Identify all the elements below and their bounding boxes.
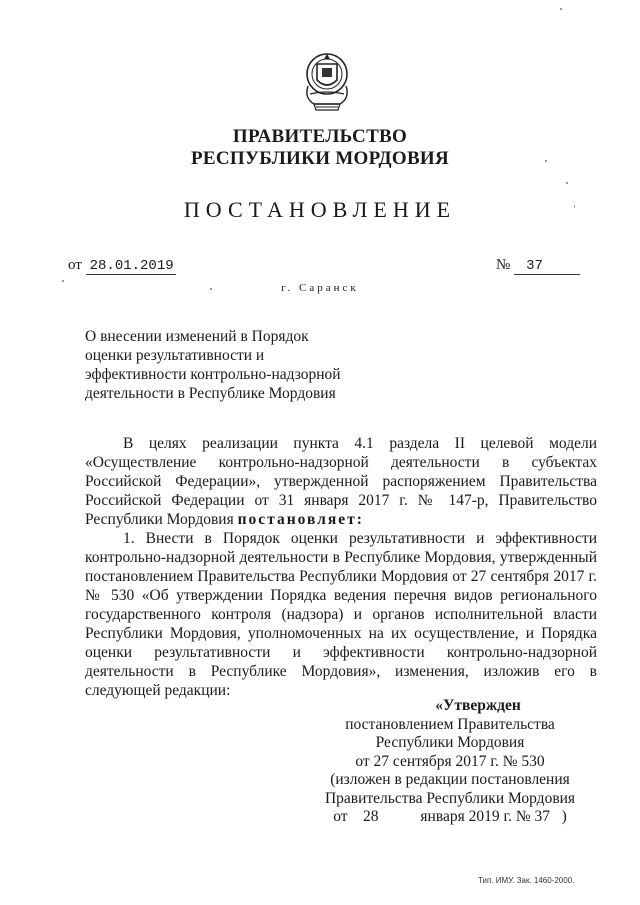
approval-date-line (300, 808, 600, 827)
approval-stamp (300, 697, 600, 827)
preamble-text: В целях реализации пункта 4.1 раздела II целевой модели «Осуществление контрольно-надзорной деятельности в субъектах Российской Федерации», утвержденной распоряжением Правительства Российской Федерации от 31 января 2017 г. № 147-р, Правительство Республики Мордовия (85, 435, 597, 528)
government-title: ПРАВИТЕЛЬСТВО (232, 126, 408, 147)
approval-date-rest: января 2019 г. № (420, 808, 531, 825)
approval-line: постановлением Правительства (345, 715, 555, 733)
scan-speck (574, 205, 575, 208)
subject-line: эффективности контрольно-надзорной (85, 366, 341, 383)
scan-speck (62, 280, 64, 282)
subject-line: деятельности в Республике Мордовия (85, 385, 336, 402)
document-number: 37 (514, 258, 580, 275)
scan-speck (545, 160, 547, 162)
approval-line: Республики Мордовия (375, 734, 525, 751)
item-1-paragraph: 1. Внести в Порядок оценки результативности и эффективности контрольно-надзорной деятельности в Республике Мордовия, утвержденный постановлением Правительства Республики Мордовия от 27 сентября 2017 г. № 530 «Об утверждении Порядка ведения перечня видов регионального государственного контроля (надзора) и органов исполнительной власти Республики Мордовия, уполномоченных на их осуществление, и Порядка оценки результативности и эффективности контрольно-надзорной деятельности в Республике Мордовия», изменения, изложив его в следующей редакции: (85, 530, 597, 699)
republic-title: РЕСПУБЛИКИ МОРДОВИЯ (190, 148, 450, 169)
scan-speck (560, 8, 562, 10)
approval-date-prefix: от (333, 808, 348, 825)
coat-of-arms-icon (300, 50, 354, 116)
city: г. Саранск (281, 282, 359, 294)
scan-speck (210, 288, 212, 290)
document-subject (85, 327, 345, 403)
preamble-paragraph (85, 434, 597, 529)
approval-line: Правительства Республики Мордовия (324, 789, 576, 807)
resolves-word: постановляет: (237, 511, 364, 528)
subject-line: оценки результативности и (85, 347, 265, 364)
scan-speck (566, 182, 568, 184)
date-line (68, 257, 176, 275)
subject-line: О внесении изменений в Порядок (85, 328, 309, 345)
document-date: 28.01.2019 (86, 258, 176, 275)
approval-close: ) (561, 808, 567, 825)
approval-line: от 27 сентября 2017 г. № 530 (355, 752, 545, 770)
number-line (496, 257, 580, 275)
document-body (85, 434, 597, 700)
print-mark: Тип. ИМУ. Зак. 1460-2000. (478, 876, 575, 885)
approval-line: (изложен в редакции постановления (330, 771, 570, 788)
approval-head: «Утвержден (435, 697, 521, 714)
date-prefix: от (68, 257, 82, 273)
approval-number: 37 (534, 808, 550, 825)
number-prefix: № (496, 257, 511, 273)
document-type: ПОСТАНОВЛЕНИЕ (183, 197, 457, 222)
approval-day: 28 (363, 808, 379, 825)
